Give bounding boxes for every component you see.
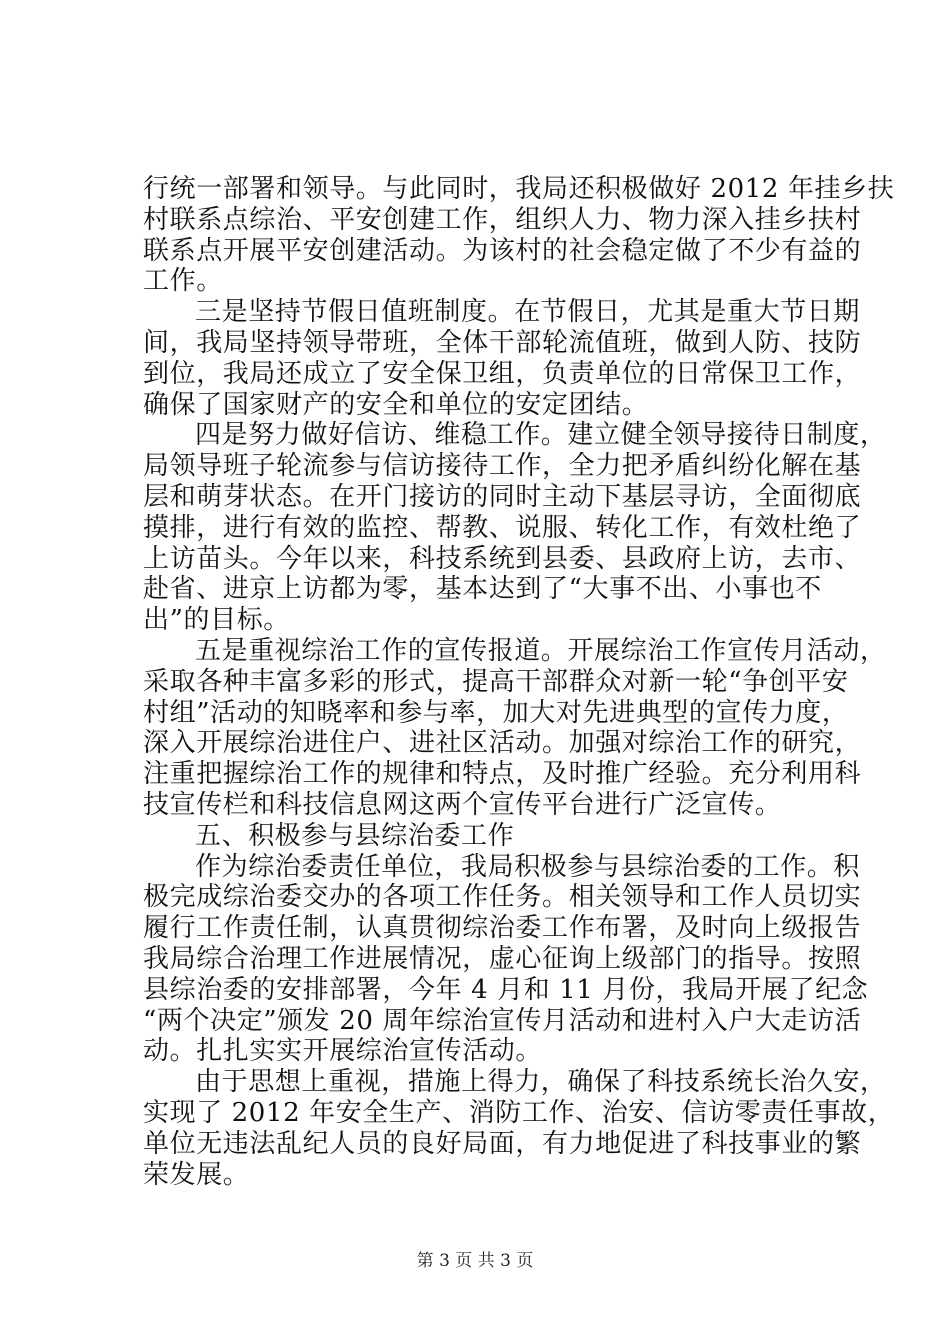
text-line: 到位，我局还成立了安全保卫组，负责单位的日常保卫工作， [143, 358, 862, 389]
text-line: 作为综治委责任单位，我局积极参与县综治委的工作。积 [195, 851, 861, 882]
text-line: 我局综合治理工作进展情况，虚心征询上级部门的指导。按照 [143, 943, 862, 974]
text-line: 层和萌芽状态。在开门接访的同时主动下基层寻访，全面彻底 [143, 481, 862, 512]
text-line: 村联系点综治、平安创建工作，组织人力、物力深入挂乡扶村 [143, 204, 862, 235]
text-line: 间，我局坚持领导带班，全体干部轮流值班，做到人防、技防 [143, 327, 862, 358]
text-line: 赴省、进京上访都为零，基本达到了“大事不出、小事也不 [143, 574, 822, 605]
text-line: 三是坚持节假日值班制度。在节假日，尤其是重大节日期 [195, 297, 861, 328]
text-line: 确保了国家财产的安全和单位的安定团结。 [143, 389, 649, 420]
text-line: 四是努力做好信访、维稳工作。建立健全领导接待日制度， [195, 420, 887, 451]
text-line: 深入开展综治进住户、进社区活动。加强对综治工作的研究， [143, 728, 862, 759]
text-line: 荣发展。 [143, 1159, 250, 1190]
text-line: 五是重视综治工作的宣传报道。开展综治工作宣传月活动， [195, 635, 887, 666]
text-line: 联系点开展平安创建活动。为该村的社会稳定做了不少有益的 [143, 235, 862, 266]
text-line: 采取各种丰富多彩的形式，提高干部群众对新一轮“争创平安 [143, 666, 849, 697]
text-line: 村组”活动的知晓率和参与率，加大对先进典型的宣传力度， [143, 697, 849, 728]
text-line: 局领导班子轮流参与信访接待工作，全力把矛盾纠纷化解在基 [143, 451, 862, 482]
page-footer: 第 3 页 共 3 页 [416, 1251, 534, 1271]
text-line: 单位无违法乱纪人员的良好局面，有力地促进了科技事业的繁 [143, 1128, 862, 1159]
text-line: 上访苗头。今年以来，科技系统到县委、县政府上访，去市、 [143, 543, 862, 574]
text-line: 由于思想上重视，措施上得力，确保了科技系统长治久安， [195, 1067, 887, 1098]
text-line: “两个决定”颁发 20 周年综治宣传月活动和进村入户大走访活 [143, 1005, 862, 1036]
text-line: 出”的目标。 [143, 605, 290, 636]
text-line: 极完成综治委交办的各项工作任务。相关领导和工作人员切实 [143, 882, 862, 913]
document-body [143, 174, 895, 1190]
text-line: 行统一部署和领导。与此同时，我局还积极做好 2012 年挂乡扶 [143, 174, 895, 204]
text-line: 工作。 [143, 266, 223, 297]
text-line: 技宣传栏和科技信息网这两个宣传平台进行广泛宣传。 [143, 789, 782, 820]
text-line: 注重把握综治工作的规律和特点，及时推广经验。充分利用科 [143, 759, 862, 790]
text-line: 县综治委的安排部署，今年 4 月和 11 月份，我局开展了纪念 [143, 974, 869, 1005]
text-line: 摸排，进行有效的监控、帮教、说服、转化工作，有效杜绝了 [143, 512, 862, 543]
text-line: 实现了 2012 年安全生产、消防工作、治安、信访零责任事故， [143, 1097, 895, 1128]
text-line: 五、积极参与县综治委工作 [195, 820, 515, 851]
text-line: 履行工作责任制，认真贯彻综治委工作布署，及时向上级报告 [143, 913, 862, 944]
text-line: 动。扎扎实实开展综治宣传活动。 [143, 1036, 543, 1067]
